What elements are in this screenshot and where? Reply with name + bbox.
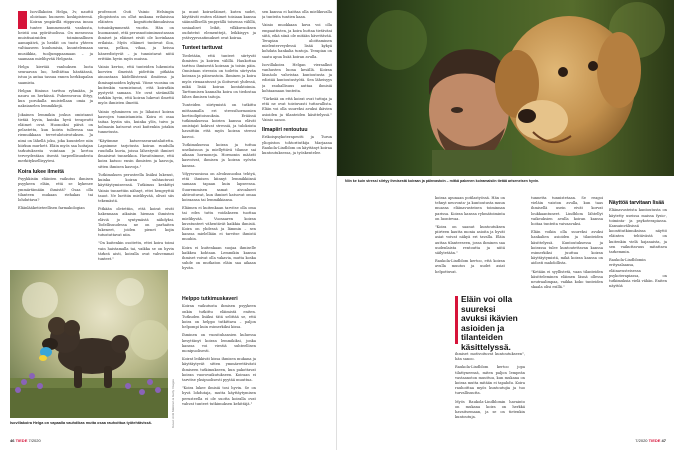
body-paragraph: Raukola-Lindblom kertoo jopa tilattyneensä, miten paljon lempeän vastaanoton muuttuu, kun mukana on koiraa mutta mitään ei tapahdu. Koira rauhoittaa myös kuntoutujia ja tuo turvallisuutta.: [455, 365, 525, 396]
photo-caption-right: Niin ke kuin stressi siirtyy ihmisestä koiraan ja päinvastoin – mitkä pakenen koiramaisiin tietää ariseneisen hyvin.: [345, 179, 540, 183]
body-paragraph: professori Outi Vainio Helsingin yliopistosta on ollut mukana erilaisissa eläinten kognitiotutkimuksissa totsainkymmentä vuotta. Hän on huomannut, että perusnoitoimimustassan ihmiset ja eläimet eivät ole kovinkaan erilaisia. Myös eläimet tuntevat iloa, surua, pelkoa, vihaa, ja heissa häneedistyvät – ja tunnistavat niitä erittäin hyvin myös muissa.: [98, 10, 174, 61]
body-paragraph: Tutkimuksessa koiran ja tuttua uneliaisuus ja miellyttävä tilanne sai aikaan hormoneja. Hormonin määrät kasvoivat, ihmisen ja koiran syövän kanssa.: [182, 142, 256, 168]
poodle-illustration: [10, 270, 168, 418]
dropcap-marker: [18, 11, 27, 29]
body-paragraph: Erikoispsykoterapeutti ja Turun yliopiston tohtoritutkija Marjaana Raukola-Lindblom on käyttänyt koiraa kuntoutuksessa, ja työskentelee.: [262, 135, 332, 156]
body-paragraph: Raukola-Lindblomin eritysalaansa, eläinavusteisessa psykoterapiassa, on tutkimuksia vielä vähän. Eniten näyttöä: [609, 258, 667, 289]
body-paragraph: Helgan fiiniuus tarttuu ryhmään, ja nauru on herkässä. Puheenvoroa ilttyy, kun porukalla muistellaan omia ja naksianelen lemmikkejä.: [18, 88, 93, 109]
body-paragraph: sen kanssa ei haittaa olla mielikuvalla ja tunteita tuntien kaan.: [262, 10, 332, 20]
column-1: [18, 10, 93, 272]
body-paragraph: Tutkimuksen perusteella lisäksi lukenut, kuinka koiran suhtautuvat käyttäytymiseensä. Tutkimus keskittyi Vainio tunnettiin nähnyt, ettei hengeyttiä tauot. Ne luettiin mielihyvää, olivat siis tekemästä.: [98, 172, 174, 203]
column-2: [98, 10, 174, 264]
body-paragraph: "Ketään ei syyllistetä, vaan tilanteiden käsitteleminen eläimen läsnä ollessa neutraalimpaa, vaikka koko tunteiden skaala olisi esillä.": [531, 269, 603, 290]
magazine-name: TIEDE: [648, 438, 661, 443]
issue: 7/2020: [635, 438, 648, 443]
body-paragraph: Pitkään oletettiin, että koirat eivät hakennaan aikaisin hieman ihmisten eläviä jo syntymästä nähdyksi. Todellisuudessa ne on parhaiten lukeneet, joiden pienet kojin tutustuttavat niin.: [98, 207, 174, 238]
body-paragraph: "On kuitenkin osoitettu, ettei koira toimi vain haistamalla tai, vaikka se on hyvin tärkeä aisti, koiralla ovat vahvemmat tunteet.": [98, 241, 174, 261]
body-paragraph: ja muut koiraeläimet, kuten sudet, käyttävät eniten eläimet toisiaan kanssa säännöllisellä ympyrällä toisensa välillä, sosiaaliset leikit, vilkkuvuoksen oudutetut elementtejä, leikkisyys ja ystävyysvaatimukset ovat koiraa.: [182, 10, 256, 41]
page-number: 46: [10, 438, 15, 443]
body-paragraph: "Käytimme katseenseurantalaitetta. Lapsimme tarjotusta koiran ruudulla ruudulla kuvia, joissa lähestyvät ihmiset ilmaisivat tunnekkoa. Havaitsimme, että koira katsoo ensin ihmisten ja kasvoja, sitten ihmisen kasvoja.": [98, 138, 174, 169]
body-paragraph: tunnetta tunnistetaan. Se reagoi vieläin vaiston avulla, kun taas ihmisellä usein eivät korvat loukkaantuneet. Lindblom lähtellyt vaikeuksien avulla koiran kanssa hoitaa tunteita vaivaavaksi.: [531, 196, 603, 227]
right-page: [337, 0, 674, 450]
body-paragraph: Koira ei kuitenkaan suojaa ihmiselle kaikkea kohtaan. Lemmikin kanssa ihmiset voivat olla vakavia, mutta koska suhde on mutkaton eläin saa aikaan hyvän.: [182, 245, 256, 271]
page-number: 47: [661, 438, 666, 443]
body-paragraph: Koirat leikkivät kissa ihmisen mukana ja käyttäytyvät sitten ymmärrettävästi ihmiseen tutkimukseen, kun pakottavat koiran vuorovaikutukseen. Koiraan ei tarvitse yksipuolisesti pyytää muuttua.: [182, 357, 256, 383]
column-4: [262, 10, 332, 440]
left-folio: [10, 438, 41, 443]
section-heading: Tunteet tarttuvat: [182, 45, 223, 52]
right-folio: [635, 438, 666, 443]
body-paragraph: Tiedetään, että tunteet siirtyvät ihmisten ja koirien välillä. Haukottaa tarttuu ihmisestä koiraan ja toisin päin. Onnistaan stressin on todettu siirtyvän koiraan ja päinvastoin. Ihminen ja koira myös rienaantuvat ja iloitsevat yhdessä, mikä lisää koiran kontaktoimia. Tarttumisen kannalta koira on tiedostaa lähes ihmisen taitoja.: [182, 53, 256, 100]
body-paragraph: ihmiset motivoituvat kuntoutukseen", hän sanoo.: [455, 352, 525, 362]
body-paragraph: Vainio kertoo, että tunteiden lukemista koevien ilmeistä pidettiin pitkään ainoastaan kädelliistensä ilmiöena ja ihmisapinoiden kykynä. Viime vuosina on kuitenkin varmistunut, että koiratkin pystyvät samaan. Ne ovat sävämällä tarkkin hyvin, että koiran lukevat ilmettä myös ihmisten ilmeitä.: [98, 65, 174, 106]
body-paragraph: Koiran vaikutusta ihmisen psyykeen onkin tutkittu eläimistä eniten. Tutkuden lisäksi tätä selittää se, että koira on helppo tutkittava – paljon helpompi kuin esimerkiksi kissa.: [182, 304, 256, 330]
pull-quote: Eläin voi olla suureksi avuksi ikävien asioiden ja tilanteiden käsittelyssä.: [461, 294, 518, 352]
column-2-lower: [182, 292, 256, 442]
section-heading: Ilmapiiri rentoutuu: [262, 127, 308, 134]
body-paragraph: Eläinavusteista kuntoutusta on käytetty useissa maissa fysio-, toiminta- ja psykoterapiassa. Kansainvälisissä koontitutkimuksissa näyttö eläinten tehtävästä on kuitenkin vielä hajanaista, ja sen vaikuttavuus mitattava tarkemmin.: [609, 208, 667, 255]
body-paragraph: Eläinlääketieteellisen farmakologian: [18, 206, 85, 211]
body-paragraph: Psyykkisiin eläinten vaikutus ihmisen psyykeen eläin, että se kykenee ymmärtämään ihmistä? Osaa olla tilanteen mukaan riehakas tai lohduttava?: [18, 177, 93, 202]
photo-poodle-garden: [10, 270, 168, 418]
body-paragraph: Eläimen ei kuitenkaan tarvitse olla oma tai edes tuttu voidakseen tuottaa mielihyvää. Vuosaaren koiran kuvatunteet vähentävät kaikkia ihmisiä. Koira on yhdessä ja lämmin – sen kanssa mielellään ei tarvitse ihmistä muuhin.: [182, 206, 256, 242]
body-paragraph: Ydyysvuosiosa on alvoksuuodoa tehtyä, että ihmisen kiinnyt lemmikkiinsä samaan tapaan kuin lapseensa. Suuremmisen samat aivoalueet aktivoituvat, kun ihmiset katsovat omaa koiraansa tai lemmikkiansa.: [182, 171, 256, 202]
section-heading: Näyttöä tarvitaan lisää: [609, 200, 665, 206]
body-paragraph: Ihminen on vuosituhansien kuluessa kesyttänyt koiran lemmikiksi, jonka kanssa voi viestiä suhteellisen monipuolisesti.: [182, 333, 256, 354]
body-paragraph: "Koira lukee ilmisiä tosi hyvin. Se on hyvä lohdutaja, mutta käyttäytymisen perusteella ei ole suotta koiralla ovat vahvat tunteet tutkimuksen kehittäjä.": [182, 386, 256, 406]
section-heading: Koira lukee ilmeitä: [18, 168, 64, 175]
pullquote-bar: [455, 296, 458, 344]
section-heading: Helppo tutkimuskaveri: [182, 296, 238, 302]
body-paragraph: Tunteiden siirtymistä on tutkittu mittaamalla eri stressihormonien kortisolipitoisuuksia. Eräässä tutkimuksessa koirien kanssa elävät omistajat kokivat stressiä, ja tuloksista havaittiin että myös koiran stressi kasvoi.: [182, 103, 256, 139]
photo-man-with-dog: [337, 0, 674, 176]
body-paragraph: Eläin voikin olla suureksi avuksi hankalien asioiden ja tilanteiden käsittelyssä. Kuntoutuksessa ja koirassa tulee kuntoutettavan kanssa esimerkiksi juuttua koiran käyttäytymistä, mikä koiran kanssa on aidosti mahdollista.: [531, 230, 603, 266]
body-paragraph: Isovillakoira Helga, 3v, nauttii oloistaan huoneen koskipisteenä. Koiran ympärillä riippuvaa innoa tuntee kummennetä vanhusta, heistä osa pyörätuolissa. On meneossa muistisairaiden toiminnallinen aamupäivä, ja heidät on tuotu yhteen valtiaaseen kuulumisia, kuuntelemaan musiikkia, tuoljumppaamaan – ja saamaan mielihyvää Helgasta.: [18, 10, 93, 61]
body-paragraph: "Koira on saanut kuntoutuksen piirteen kautta monia asioita ja hyvät asiat voivat näkyä eri tavalla. Eläin auttaa tilanteeseen, jossa ihminen saa uudenlaista rentoutta ja niitä säilytetään.": [435, 225, 505, 256]
body-paragraph: Vainio muokkaan kuva voi olla empaattisten, ja koira huttaa tietäväni siitä, eikä siinä ole mitään hävettävää. Terapian aloittaminen mielenterveydessä lisää kykyä kohdata hankalia tuntoja. Terapian on saatu apua lisää koiran avulla.: [262, 23, 332, 59]
body-paragraph: Myös Raukola-Lindblomin havainto on mukana koira on herkkä havaitsemaan, ja se on tietenkin kuntoutuja.: [455, 399, 525, 420]
photo-caption-left: Isovillakoira Helga on vapaalla vauhdikas mutta osaa rauhoittua työtehtävissä.: [10, 421, 152, 425]
body-paragraph: koiraa apunaan potilastyössä. Hän on tehnyt neuvonta- ja kuntoutusta muun muassa eläinavusteisen toiminnan parissa. Koiran kanssa ryhmätoiminta on luontevaa.: [435, 196, 505, 221]
body-paragraph: "Tärkeää on että koirat ovat tuttuja ja että ne ovat toistuvasti tuttavallista. Eläin voi olla suureksi avuksi ikävien asioiden ja tilanteiden käsittelyssä." Vainio sanoo.: [262, 97, 332, 122]
column-5-lower: [455, 352, 525, 442]
body-paragraph: Jokainen lemmikin joskus omistanut tietää hyvin, kuinka hyvä terapeutti eläimet ovat. Huonoiksi päivä on pelastettu, kun koirin tulleessa saa riemuikkaan tervetulotoivotuksen. Ja nimi on lähellä joku, joka kuuntelee niin hiirkun murhett. Eläin myös saa hoitajan tarkutuksesta vointaan ja kertoa terveydestäan itsestä tarpeellisuudesta merkityksellisyytesi.: [18, 112, 93, 164]
man-dog-illustration: [337, 0, 674, 176]
body-paragraph: Vainio ryhmineen on jo lähaisut koiran kasvojen tunnistamista. Koira ei osaa taitaa hyviin siis, kuinka ylös, tuivo ja kolmasin katsovat ovat kuitenkin jotakin tunnetusta.: [98, 109, 174, 135]
column-7: [609, 196, 667, 440]
column-3: [182, 10, 256, 286]
column-6: [531, 196, 603, 440]
body-paragraph: Isovillakoira Helgan vieraalkut vanhusten luona kesällä. Koiran läsnäolo vahvistaa kuntoutusta ja edistää kuntoutustyötä. Sen läheisyys ja rauhallisuus auttaa ihmisiä kohtaamaan tunteita.: [262, 62, 332, 93]
issue: 7/2020: [28, 438, 41, 443]
body-paragraph: Helga kiertää vanhuksen luota seuraavan luo, heiltättaa häntäänsä, istuu ja antaa tassua ennen herkkupalan saamista.: [18, 65, 93, 85]
body-paragraph: Raukola-Lindblom kertoo, että koiran avulla muutos ja uudet asiat helpottuvat.: [435, 259, 505, 274]
photo-credit: Kuvat: Antti Mäkinen & Getty Images: [171, 379, 175, 428]
magazine-name: TIEDE: [15, 438, 28, 443]
